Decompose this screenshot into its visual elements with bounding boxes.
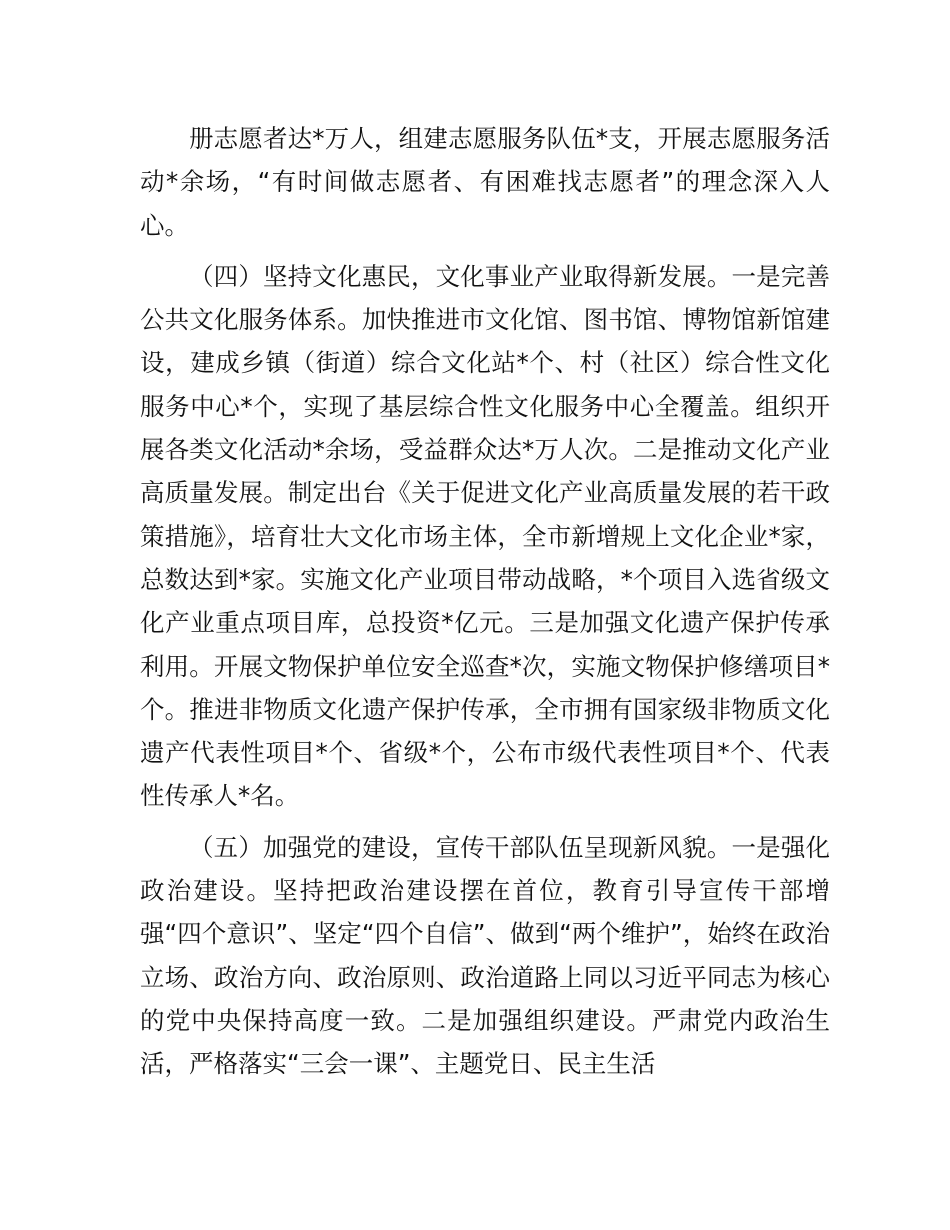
paragraph-section-four-culture: （四）坚持文化惠民，文化事业产业取得新发展。一是完善公共文化服务体系。加快推进市文化馆、图书馆、博物馆新馆建设，建成乡镇（街道）综合文化站*个、村（社区）综合性文化服务中心*个，实现了基层综合性文化服务中心全覆盖。组织开展各类文化活动*余场，受益群众达*万人次。二是推动文化产业高质量发展。制定出台《关于促进文化产业高质量发展的若干政策措施》，培育壮大文化市场主体，全市新增规上文化企业*家，总数达到*家。实施文化产业项目带动战略，*个项目入选省级文化产业重点项目库，总投资*亿元。三是加强文化遗产保护传承利用。开展文物保护单位安全巡查*次，实施文物保护修缮项目*个。推进非物质文化遗产保护传承，全市拥有国家级非物质文化遗产代表性项目*个、省级*个，公布市级代表性项目*个、代表性传承人*名。 <box>140 261 830 811</box>
paragraph-section-five-party-building: （五）加强党的建设，宣传干部队伍呈现新风貌。一是强化政治建设。坚持把政治建设摆在首位，教育引导宣传干部增强“四个意识”、坚定“四个自信”、做到“两个维护”，始终在政治立场、政治方向、政治原则、政治道路上同以习近平同志为核心的党中央保持高度一致。二是加强组织建设。严肃党内政治生活，严格落实“三会一课”、主题党日、民主生活 <box>140 832 830 1079</box>
document-body <box>140 117 830 1094</box>
paragraph-volunteer-continuation: 册志愿者达*万人，组建志愿服务队伍*支，开展志愿服务活动*余场，“有时间做志愿者、有困难找志愿者”的理念深入人心。 <box>140 124 830 240</box>
